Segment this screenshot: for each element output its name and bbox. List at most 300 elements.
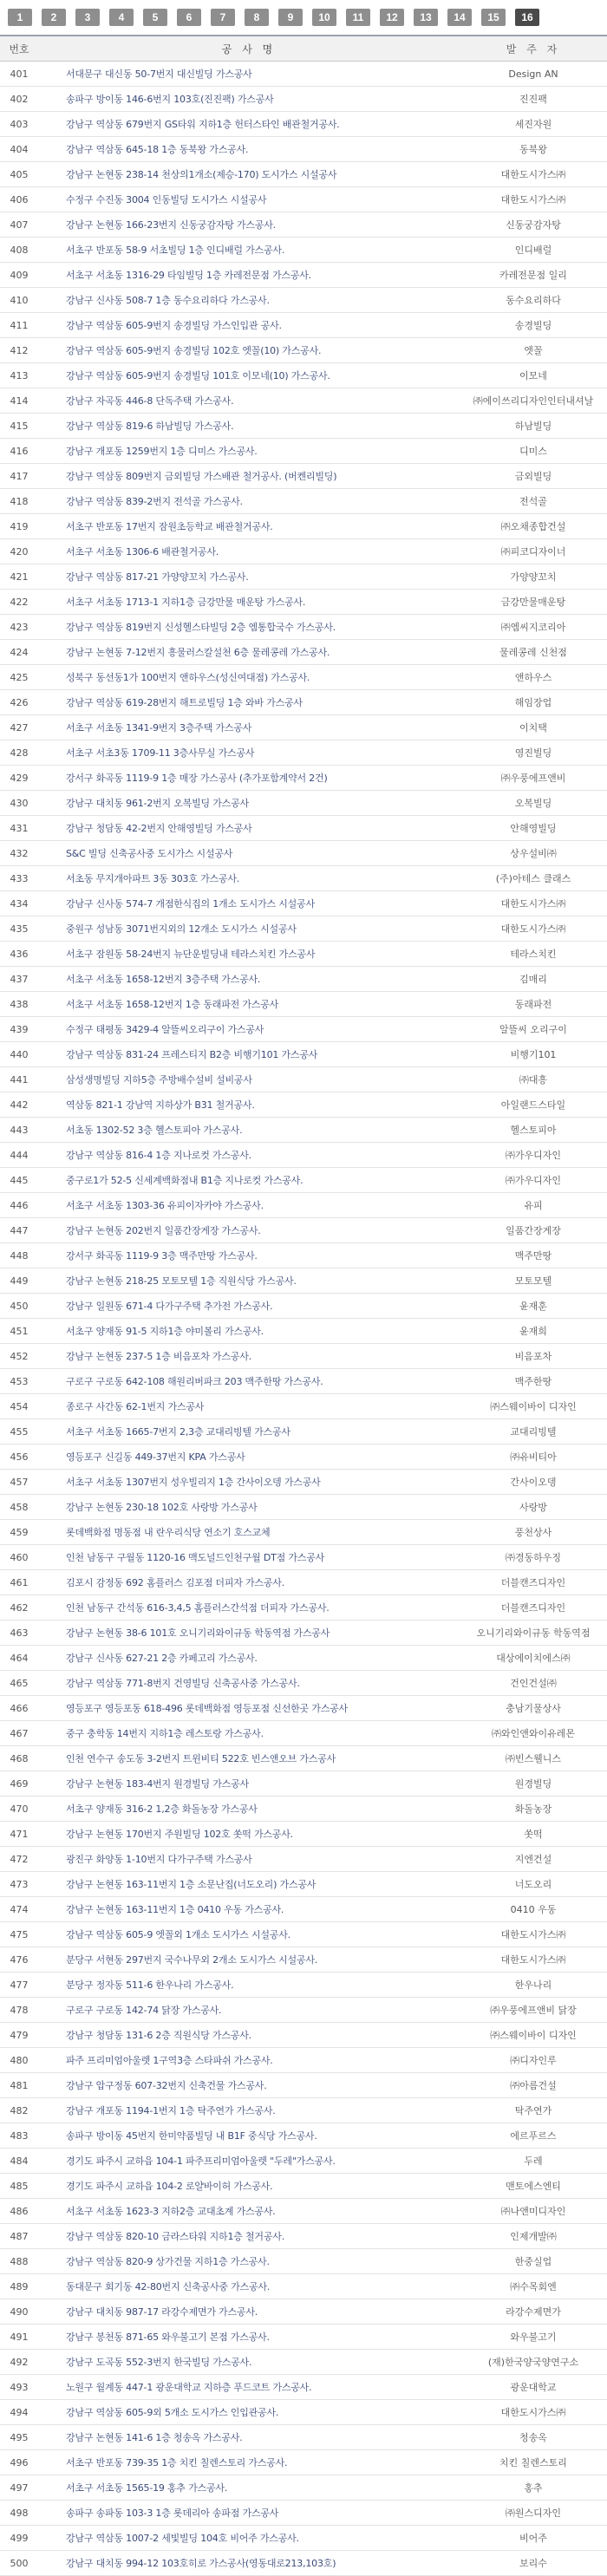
table-row <box>0 2199 607 2224</box>
row-client: 오니기리와이규동 학동역점 <box>476 1627 591 1639</box>
row-number: 453 <box>10 1375 29 1387</box>
row-project-link[interactable]: 서초구 양재동 316-2 1,2층 화돌농장 가스공사 <box>66 1803 258 1815</box>
row-project-link[interactable]: 강남구 역삼동 605-9번지 송경빌딩 101호 이모네(10) 가스공사. <box>66 370 330 382</box>
row-client: 대한도시가스㈜ <box>500 1954 566 1966</box>
table-row <box>0 62 607 87</box>
row-project-link[interactable]: 강남구 논현동 163-11번지 1층 소문난집(너도오리) 가스공사 <box>66 1879 317 1890</box>
row-project-link[interactable]: 서초구 반포동 17번지 잠원초등학교 배관철거공사. <box>66 521 273 532</box>
row-project-link[interactable]: 강남구 자곡동 446-8 단독주택 가스공사. <box>66 395 234 407</box>
row-project-link[interactable]: 강남구 논현동 38-6 101호 오니기리와이규동 학동역점 가스공사 <box>66 1627 330 1639</box>
row-project-link[interactable]: 서초동 1302-52 3층 헬스토피아 가스공사. <box>66 1125 243 1136</box>
table-row <box>0 1746 607 1771</box>
page-button-6[interactable]: 6 <box>177 9 201 26</box>
row-number: 500 <box>10 2557 29 2569</box>
row-project-link[interactable]: 강남구 논현동 202번지 일품간장게장 가스공사. <box>66 1225 261 1236</box>
row-client: 더블캔즈디자인 <box>500 1577 566 1588</box>
row-client: ㈜아름건설 <box>510 2080 557 2091</box>
row-project-link[interactable]: 강남구 역삼동 816-4 1층 지나로컷 가스공사. <box>66 1150 251 1161</box>
row-number: 437 <box>10 973 29 985</box>
row-client: 전석골 <box>519 496 547 507</box>
page-button-10[interactable]: 10 <box>312 9 336 26</box>
row-project-link[interactable]: 인천 남동구 구월동 1120-16 맥도널드인천구월 DT점 가스공사 <box>66 1552 325 1563</box>
table-row <box>0 1947 607 1973</box>
row-project-link[interactable]: 서대문구 대신동 50-7번지 대신빌딩 가스공사 <box>66 68 252 80</box>
row-client: ㈜원스디자인 <box>505 2508 562 2519</box>
row-project-link[interactable]: 수정구 수진동 3004 인동빌딩 도시가스 시설공사 <box>66 194 267 205</box>
row-number: 489 <box>10 2280 29 2292</box>
row-client: 김매리 <box>519 974 547 985</box>
row-project-link[interactable]: 구로구 구로동 642-108 해원리버파크 203 맥주한땅 가스공사. <box>66 1376 323 1387</box>
row-number: 487 <box>10 2230 29 2242</box>
row-client: 윤재훈 <box>519 1301 547 1312</box>
row-client: 광운대학교 <box>510 2382 557 2393</box>
row-client: ㈜경동하우징 <box>505 1552 562 1563</box>
row-project-link[interactable]: 강남구 대치동 987-17 라강수제면가 가스공사. <box>66 2306 258 2318</box>
table-row <box>0 1897 607 1922</box>
row-number: 427 <box>10 721 29 734</box>
page-button-8[interactable]: 8 <box>245 9 269 26</box>
table-row <box>0 766 607 791</box>
row-client: 테라스치킨 <box>510 949 557 960</box>
row-number: 420 <box>10 545 29 558</box>
table-row <box>0 1294 607 1319</box>
table-row <box>0 2450 607 2475</box>
table-row <box>0 1621 607 1646</box>
row-number: 451 <box>10 1325 29 1337</box>
row-project-link[interactable]: 송파구 방이동 45번지 한미약품빌딩 내 B1F 중식당 가스공사. <box>66 2130 317 2142</box>
row-project-link[interactable]: 강남구 신사동 574-7 개점한식집의 1개소 도시가스 시설공사 <box>66 898 315 910</box>
row-number: 454 <box>10 1400 29 1412</box>
row-project-link[interactable]: 서초구 서초동 1623-3 지하2층 교대초계 가스공사. <box>66 2206 276 2217</box>
row-number: 407 <box>10 218 29 231</box>
page-button-16[interactable]: 16 <box>515 9 539 26</box>
table-row <box>0 2224 607 2249</box>
row-number: 490 <box>10 2305 29 2318</box>
table-row <box>0 791 607 816</box>
row-client: ㈜우풍에프앤비 <box>500 773 566 784</box>
table-row <box>0 539 607 564</box>
row-project-link[interactable]: 강남구 역삼동 839-2번지 전석골 가스공사. <box>66 496 243 507</box>
row-client: ㈜나앤미디자인 <box>500 2206 566 2217</box>
row-project-link[interactable]: 강남구 논현동 7-12번지 흥물러스칼설천 6층 물레콩레 가스공사. <box>66 647 330 658</box>
table-row <box>0 464 607 489</box>
row-project-link[interactable]: 강남구 역삼동 1007-2 세빛빌딩 104호 비어주 가스공사. <box>66 2533 299 2544</box>
row-project-link[interactable]: 구로구 구로동 142-74 닭장 가스공사. <box>66 2005 222 2016</box>
row-number: 408 <box>10 244 29 256</box>
table-row <box>0 916 607 942</box>
row-client: 사랑방 <box>519 1502 547 1513</box>
row-project-link[interactable]: 서초구 서초동 1341-9번지 3층주택 가스공사 <box>66 722 252 734</box>
row-number: 463 <box>10 1627 29 1639</box>
row-number: 474 <box>10 1903 29 1915</box>
row-project-link[interactable]: 강남구 신사동 627-21 2층 카페고리 가스공사. <box>66 1653 258 1664</box>
row-number: 497 <box>10 2481 29 2494</box>
row-project-link[interactable]: 인천 남동구 간석동 616-3,4,5 홈플러스간석점 더피자 가스공사. <box>66 1602 330 1614</box>
page-button-13[interactable]: 13 <box>414 9 438 26</box>
table-row <box>0 2350 607 2375</box>
row-project-link[interactable]: 김포시 감정동 692 홈플러스 김포점 더피자 가스공사. <box>66 1577 284 1588</box>
row-client: 너도오리 <box>514 1879 552 1890</box>
row-number: 492 <box>10 2356 29 2368</box>
row-project-link[interactable]: 서초구 서초동 1658-12번지 1층 동래파전 가스공사 <box>66 999 279 1010</box>
row-project-link[interactable]: 강남구 논현동 230-18 102호 사랑방 가스공사 <box>66 1502 258 1513</box>
row-project-link[interactable]: 종로구 사간동 62-1번지 가스공사 <box>66 1401 205 1412</box>
row-project-link[interactable]: 송파구 송파동 103-3 1층 롯데리아 송파점 가스공사 <box>66 2508 279 2519</box>
row-number: 411 <box>10 319 29 331</box>
row-client: 금강만물매운탕 <box>500 597 566 608</box>
row-number: 448 <box>10 1249 29 1262</box>
row-client: 더블캔즈디자인 <box>500 1602 566 1614</box>
pagination <box>0 0 607 35</box>
row-client: 동래파전 <box>514 999 552 1010</box>
row-project-link[interactable]: 강서구 화곡동 1119-9 3층 맥주만땅 가스공사. <box>66 1250 258 1262</box>
row-project-link[interactable]: 강남구 역삼동 645-18 1층 동북왕 가스공사. <box>66 144 249 155</box>
row-number: 445 <box>10 1174 29 1186</box>
row-project-link[interactable]: 광진구 화양동 1-10번지 다가구주택 가스공사 <box>66 1854 252 1865</box>
row-project-link[interactable]: 강남구 논현동 141-6 1층 청송옥 가스공사. <box>66 2432 243 2443</box>
row-number: 417 <box>10 470 29 482</box>
row-number: 424 <box>10 646 29 658</box>
row-client: 아일랜드스타일 <box>500 1099 566 1111</box>
row-number: 488 <box>10 2255 29 2267</box>
table-row <box>0 388 607 414</box>
row-client: 해임장업 <box>514 697 552 708</box>
row-client: 한우나리 <box>514 1979 552 1991</box>
row-client: 대한도시가스㈜ <box>500 194 566 205</box>
row-project-link[interactable]: 파주 프리미엄아울렛 1구역3층 스타파쉬 가스공사. <box>66 2055 273 2066</box>
table-row <box>0 2149 607 2174</box>
row-number: 456 <box>10 1451 29 1463</box>
table-row <box>0 1168 607 1193</box>
row-number: 416 <box>10 445 29 457</box>
row-project-link[interactable]: 분당구 서현동 297번지 국수나무외 2개소 도시가스 시설공사. <box>66 1954 318 1966</box>
table-row <box>0 1369 607 1394</box>
page-button-2[interactable]: 2 <box>42 9 66 26</box>
row-client: 보리수 <box>519 2558 547 2569</box>
row-project-link[interactable]: 강남구 역삼동 831-24 프레스티지 B2층 비행기101 가스공사 <box>66 1049 318 1060</box>
table-row <box>0 1696 607 1721</box>
row-number: 419 <box>10 520 29 532</box>
row-number: 485 <box>10 2180 29 2192</box>
row-project-link[interactable]: 강남구 대치동 994-12 103호히로 가스공사(영동대로213,103호) <box>66 2558 336 2569</box>
row-client: 맨토에스엔티 <box>506 2181 561 2192</box>
row-project-link[interactable]: 서초구 서초동 1713-1 지하1층 금강만물 매운탕 가스공사. <box>66 597 306 608</box>
row-number: 491 <box>10 2331 29 2343</box>
row-number: 434 <box>10 897 29 910</box>
row-client: 두레 <box>524 2155 543 2167</box>
table-row <box>0 2299 607 2325</box>
row-project-link[interactable]: 중원구 성남동 3071번지외의 12개소 도시가스 시설공사 <box>66 923 297 935</box>
row-project-link[interactable]: 강남구 논현동 218-25 모토모텔 1층 직원식당 가스공사. <box>66 1275 297 1287</box>
table-row <box>0 489 607 514</box>
row-project-link[interactable]: S&C 빌딩 신축공사중 도시가스 시설공사 <box>66 848 233 859</box>
row-client: ㈜오채종합건설 <box>500 521 566 532</box>
page-button-15[interactable]: 15 <box>481 9 506 26</box>
row-project-link[interactable]: 강남구 역삼동 809번지 금외빌딩 가스배관 철거공사. (버켄리빌딩) <box>66 471 337 482</box>
row-client: 대한도시가스㈜ <box>500 169 566 180</box>
row-project-link[interactable]: 강남구 논현동 166-23번지 신동궁감자탕 가스공사. <box>66 219 276 231</box>
table-row <box>0 1495 607 1520</box>
page-button-11[interactable]: 11 <box>346 9 370 26</box>
table-row <box>0 2073 607 2098</box>
row-client: ㈜디자인루 <box>510 2055 557 2066</box>
row-number: 406 <box>10 193 29 205</box>
table-row <box>0 816 607 841</box>
row-number: 494 <box>10 2406 29 2418</box>
table-row <box>0 2551 607 2576</box>
row-project-link[interactable]: 강남구 논현동 163-11번지 1층 0410 우동 가스공사. <box>66 1904 284 1915</box>
row-number: 458 <box>10 1501 29 1513</box>
row-project-link[interactable]: 강남구 개포동 1259번지 1층 디미스 가스공사. <box>66 446 258 457</box>
row-project-link[interactable]: 강남구 역삼동 679번지 GS타워 지하1층 헌터스타인 배관철거공사. <box>66 119 340 130</box>
row-number: 433 <box>10 872 29 884</box>
table-row <box>0 1470 607 1495</box>
row-project-link[interactable]: 서초구 반포동 58-9 서초빌딩 1층 인디배럴 가스공사. <box>66 245 285 256</box>
table-row <box>0 866 607 891</box>
page-button-3[interactable]: 3 <box>75 9 100 26</box>
row-number: 440 <box>10 1048 29 1060</box>
row-project-link[interactable]: 강남구 압구정동 607-32번지 신축건물 가스공사. <box>66 2080 267 2091</box>
row-number: 461 <box>10 1576 29 1588</box>
row-project-link[interactable]: 강남구 봉천동 871-65 와우불고기 본점 가스공사. <box>66 2331 270 2343</box>
table-row <box>0 1445 607 1470</box>
row-project-link[interactable]: 강남구 개포동 1194-1번지 1층 탁주연가 가스공사. <box>66 2105 276 2116</box>
row-project-link[interactable]: 수정구 태평동 3429-4 알뜰씨오리구이 가스공사 <box>66 1024 264 1035</box>
row-number: 439 <box>10 1023 29 1035</box>
page-button-14[interactable]: 14 <box>447 9 472 26</box>
table-row <box>0 1118 607 1143</box>
row-project-link[interactable]: 중구로1가 52-5 신세계백화점내 B1층 지나로컷 가스공사. <box>66 1175 304 1186</box>
table-row <box>0 2048 607 2073</box>
row-client: 화돌농장 <box>514 1803 552 1815</box>
row-project-link[interactable]: 서초구 서초동 1316-29 타임빌딩 1층 카레전문점 가스공사. <box>66 270 311 281</box>
row-client: 세진자원 <box>514 119 552 130</box>
row-project-link[interactable]: 강남구 청담동 131-6 2층 직원식당 가스공사. <box>66 2030 251 2041</box>
table-row <box>0 1319 607 1344</box>
table-row <box>0 1419 607 1445</box>
row-project-link[interactable]: 강남구 역삼동 820-10 금라스타워 지하1층 철거공사. <box>66 2231 285 2242</box>
row-project-link[interactable]: 강남구 역삼동 820-9 상가건물 지하1층 가스공사. <box>66 2256 270 2267</box>
row-client: 진진팩 <box>519 94 547 105</box>
row-number: 430 <box>10 797 29 809</box>
row-project-link[interactable]: 서초동 무지개아파트 3동 303호 가스공사. <box>66 873 240 884</box>
row-project-link[interactable]: 강남구 역삼동 771-8번지 건영빌딩 신축공사중 가스공사. <box>66 1678 300 1689</box>
row-client: ㈜수목회엔 <box>510 2281 557 2292</box>
table-row <box>0 439 607 464</box>
row-client: 지엔건설 <box>514 1854 552 1865</box>
row-client: ㈜유비티아 <box>510 1451 557 1463</box>
row-client: 신동궁감자탕 <box>506 219 561 231</box>
row-client: 유피 <box>524 1200 543 1211</box>
table-row <box>0 1646 607 1671</box>
row-number: 467 <box>10 1727 29 1739</box>
row-number: 475 <box>10 1928 29 1940</box>
row-client: 알뜰씨 오리구이 <box>499 1024 567 1035</box>
row-project-link[interactable]: 서초구 서초동 1665-7번지 2,3층 교대리빙텔 가스공사 <box>66 1426 290 1438</box>
table-row <box>0 2274 607 2299</box>
row-number: 438 <box>10 998 29 1010</box>
row-client: 치킨 칠렌스토리 <box>499 2457 567 2468</box>
table-row <box>0 162 607 187</box>
row-project-link[interactable]: 강남구 역삼동 605-9외 5개소 도시가스 인입관공사. <box>66 2407 279 2418</box>
page-button-5[interactable]: 5 <box>143 9 167 26</box>
row-client: 일품간장게장 <box>506 1225 561 1236</box>
row-project-link[interactable]: 서초구 서초3동 1709-11 3층사무실 가스공사 <box>66 747 255 759</box>
row-client: 인제개발㈜ <box>510 2231 557 2242</box>
table-row <box>0 1847 607 1872</box>
row-number: 429 <box>10 772 29 784</box>
table-row <box>0 640 607 665</box>
row-client: 와우불고기 <box>510 2331 557 2343</box>
row-project-link[interactable]: 강남구 역삼동 619-28번지 해트로빌딩 1층 와바 가스공사 <box>66 697 303 708</box>
table-row <box>0 1243 607 1268</box>
table-row <box>0 942 607 967</box>
row-project-link[interactable]: 서초구 잠원동 58-24번지 뉴단운빌딩내 테라스치킨 가스공사 <box>66 949 316 960</box>
table-row <box>0 1193 607 1218</box>
row-project-link[interactable]: 강남구 대치동 961-2번지 오복빌딩 가스공사 <box>66 798 249 809</box>
row-client: ㈜스웨이바이 디자인 <box>490 2030 577 2041</box>
table-row <box>0 2325 607 2350</box>
row-client: 대한도시가스㈜ <box>500 923 566 935</box>
row-project-link[interactable]: 서초구 양재동 91-5 지하1층 야미볼리 가스공사. <box>66 1326 264 1337</box>
row-project-link[interactable]: 강서구 화곡동 1119-9 1층 매장 가스공사 (추가포함계약서 2건) <box>66 773 328 784</box>
table-row <box>0 615 607 640</box>
row-project-link[interactable]: 영등포구 영등포동 618-496 롯데백화점 영등포점 신선한곳 가스공사 <box>66 1703 348 1714</box>
row-project-link[interactable]: 분당구 정자동 511-6 한우나리 가스공사. <box>66 1979 234 1991</box>
row-project-link[interactable]: 역삼동 821-1 강남역 지하상가 B31 철거공사. <box>66 1099 255 1111</box>
row-number: 464 <box>10 1652 29 1664</box>
row-project-link[interactable]: 경기도 파주시 교하읍 104-2 로얄바이허 가스공사. <box>66 2181 273 2192</box>
row-project-link[interactable]: 강남구 역삼동 819-6 하남빌딩 가스공사. <box>66 421 234 432</box>
row-project-link[interactable]: 서초구 서초동 1307번지 성우빌리지 1층 간사이오뎅 가스공사 <box>66 1477 321 1488</box>
row-client: 교대리빙텔 <box>510 1426 557 1438</box>
row-number: 402 <box>10 93 29 105</box>
row-number: 415 <box>10 420 29 432</box>
row-client: (재)한국양국양연구소 <box>487 2357 579 2368</box>
row-client: 상우설비㈜ <box>510 848 557 859</box>
table-header <box>0 35 607 62</box>
table-row <box>0 2425 607 2450</box>
table-row <box>0 1092 607 1118</box>
table-row <box>0 187 607 212</box>
table-row <box>0 590 607 615</box>
row-client: ㈜가우디자인 <box>505 1150 562 1161</box>
row-project-link[interactable]: 경기도 파주시 교하읍 104-1 파주프리미엄아울렛 "두레"가스공사. <box>66 2155 336 2167</box>
table-row <box>0 891 607 916</box>
row-client: 대상에이치에스㈜ <box>496 1653 571 1664</box>
row-client: 대한도시가스㈜ <box>500 1929 566 1940</box>
row-number: 421 <box>10 571 29 583</box>
row-project-link[interactable]: 노원구 월계동 447-1 광운대학교 지하층 푸드코트 가스공사. <box>66 2382 312 2393</box>
table-row <box>0 363 607 388</box>
table-row <box>0 1394 607 1419</box>
row-project-link[interactable]: 서초구 서초동 1303-36 유피이자카야 가스공사. <box>66 1200 264 1211</box>
row-number: 470 <box>10 1803 29 1815</box>
table-row <box>0 338 607 363</box>
row-project-link[interactable]: 강남구 역삼동 819번지 신성헬스타빌딩 2층 엠통합국수 가스공사. <box>66 622 336 633</box>
page-button-9[interactable]: 9 <box>278 9 303 26</box>
row-project-link[interactable]: 강남구 논현동 183-4번지 원경빌딩 가스공사 <box>66 1778 249 1790</box>
row-number: 410 <box>10 294 29 306</box>
row-number: 446 <box>10 1199 29 1211</box>
row-number: 432 <box>10 847 29 859</box>
row-client: 충남기물상사 <box>506 1703 561 1714</box>
page-button-1[interactable]: 1 <box>8 9 32 26</box>
row-project-link[interactable]: 강남구 청담동 42-2번지 안해영빌딩 가스공사 <box>66 823 252 834</box>
row-project-link[interactable]: 강남구 논현동 170번지 주원빌딩 102호 쏫떡 가스공사. <box>66 1829 293 1840</box>
row-number: 496 <box>10 2456 29 2468</box>
row-number: 401 <box>10 68 29 80</box>
row-client: 맥주한땅 <box>514 1376 552 1387</box>
row-project-link[interactable]: 강남구 논현동 237-5 1층 비음포차 가스공사. <box>66 1351 251 1362</box>
row-number: 478 <box>10 2004 29 2016</box>
row-number: 455 <box>10 1425 29 1438</box>
row-project-link[interactable]: 삼성생명빌딩 지하5층 주방배수설비 설비공사 <box>66 1074 252 1086</box>
row-number: 471 <box>10 1828 29 1840</box>
table-row <box>0 2375 607 2400</box>
table-row <box>0 1671 607 1696</box>
table-row <box>0 967 607 992</box>
row-client: 디미스 <box>519 446 547 457</box>
row-client: 간사이오뎅 <box>510 1477 557 1488</box>
row-project-link[interactable]: 롯데백화점 명동점 내 란우리식당 연소기 호스교체 <box>66 1527 271 1538</box>
row-project-link[interactable]: 강남구 일원동 671-4 다가구주택 추가전 가스공사. <box>66 1301 273 1312</box>
row-project-link[interactable]: 강남구 역삼동 605-9번지 송경빌딩 가스인입관 공사. <box>66 320 282 331</box>
row-number: 412 <box>10 344 29 356</box>
page-button-4[interactable]: 4 <box>109 9 134 26</box>
table-body <box>0 62 607 2576</box>
row-client: 동북왕 <box>519 144 547 155</box>
row-project-link[interactable]: 영등포구 신길동 449-37번지 KPA 가스공사 <box>66 1451 245 1463</box>
row-project-link[interactable]: 서초구 반포동 739-35 1층 치킨 칠렌스토리 가스공사. <box>66 2457 288 2468</box>
row-number: 482 <box>10 2104 29 2116</box>
row-number: 443 <box>10 1124 29 1136</box>
row-project-link[interactable]: 강남구 역삼동 605-9 엣꼴외 1개소 도시가스 시설공사. <box>66 1929 290 1940</box>
row-number: 444 <box>10 1149 29 1161</box>
row-project-link[interactable]: 강남구 도곡동 552-3번지 한국빌딩 가스공사. <box>66 2357 252 2368</box>
row-project-link[interactable]: 강남구 역삼동 817-21 가양양꼬치 가스공사. <box>66 571 249 583</box>
table-row <box>0 690 607 715</box>
table-row <box>0 1344 607 1369</box>
table-row <box>0 1143 607 1168</box>
table-row <box>0 1872 607 1897</box>
row-project-link[interactable]: 서초구 서초동 1658-12번지 3층주택 가스공사. <box>66 974 261 985</box>
table-row <box>0 715 607 740</box>
page-button-12[interactable]: 12 <box>380 9 404 26</box>
row-project-link[interactable]: 인천 연수구 송도동 3-2번지 트윈비티 522호 빈스앤오브 가스공사 <box>66 1753 336 1764</box>
row-project-link[interactable]: 서초구 서초동 1306-6 배관철거공사. <box>66 546 219 558</box>
row-project-link[interactable]: 강남구 역삼동 605-9번지 송경빌딩 102호 엣꼴(10) 가스공사. <box>66 345 322 356</box>
row-client: 카레전문점 일리 <box>499 270 567 281</box>
row-project-link[interactable]: 송파구 방이동 146-6번지 103호(진진팩) 가스공사 <box>66 94 274 105</box>
row-project-link[interactable]: 중구 충학동 14번지 지하1층 레스토랑 가스공사. <box>66 1728 264 1739</box>
page-button-7[interactable]: 7 <box>211 9 235 26</box>
table-row <box>0 212 607 238</box>
row-client: 안해영빌딩 <box>510 823 557 834</box>
row-project-link[interactable]: 성북구 동선동1가 100번지 앤하우스(성신여대점) 가스공사. <box>66 672 310 683</box>
table-row <box>0 1545 607 1570</box>
row-client: 대한도시가스㈜ <box>500 898 566 910</box>
table-row <box>0 2123 607 2149</box>
table-row <box>0 2501 607 2526</box>
row-project-link[interactable]: 서초구 서초동 1565-19 홍추 가스공사. <box>66 2482 228 2494</box>
row-project-link[interactable]: 강남구 논현동 238-14 천상의1개소(제승-170) 도시가스 시설공사 <box>66 169 337 180</box>
row-project-link[interactable]: 강남구 신사동 508-7 1층 동수요리하다 가스공사. <box>66 295 270 306</box>
table-row <box>0 414 607 439</box>
row-project-link[interactable]: 동대문구 회기동 42-80번지 신축공사중 가스공사. <box>66 2281 271 2292</box>
table-row <box>0 1520 607 1545</box>
row-number: 436 <box>10 948 29 960</box>
